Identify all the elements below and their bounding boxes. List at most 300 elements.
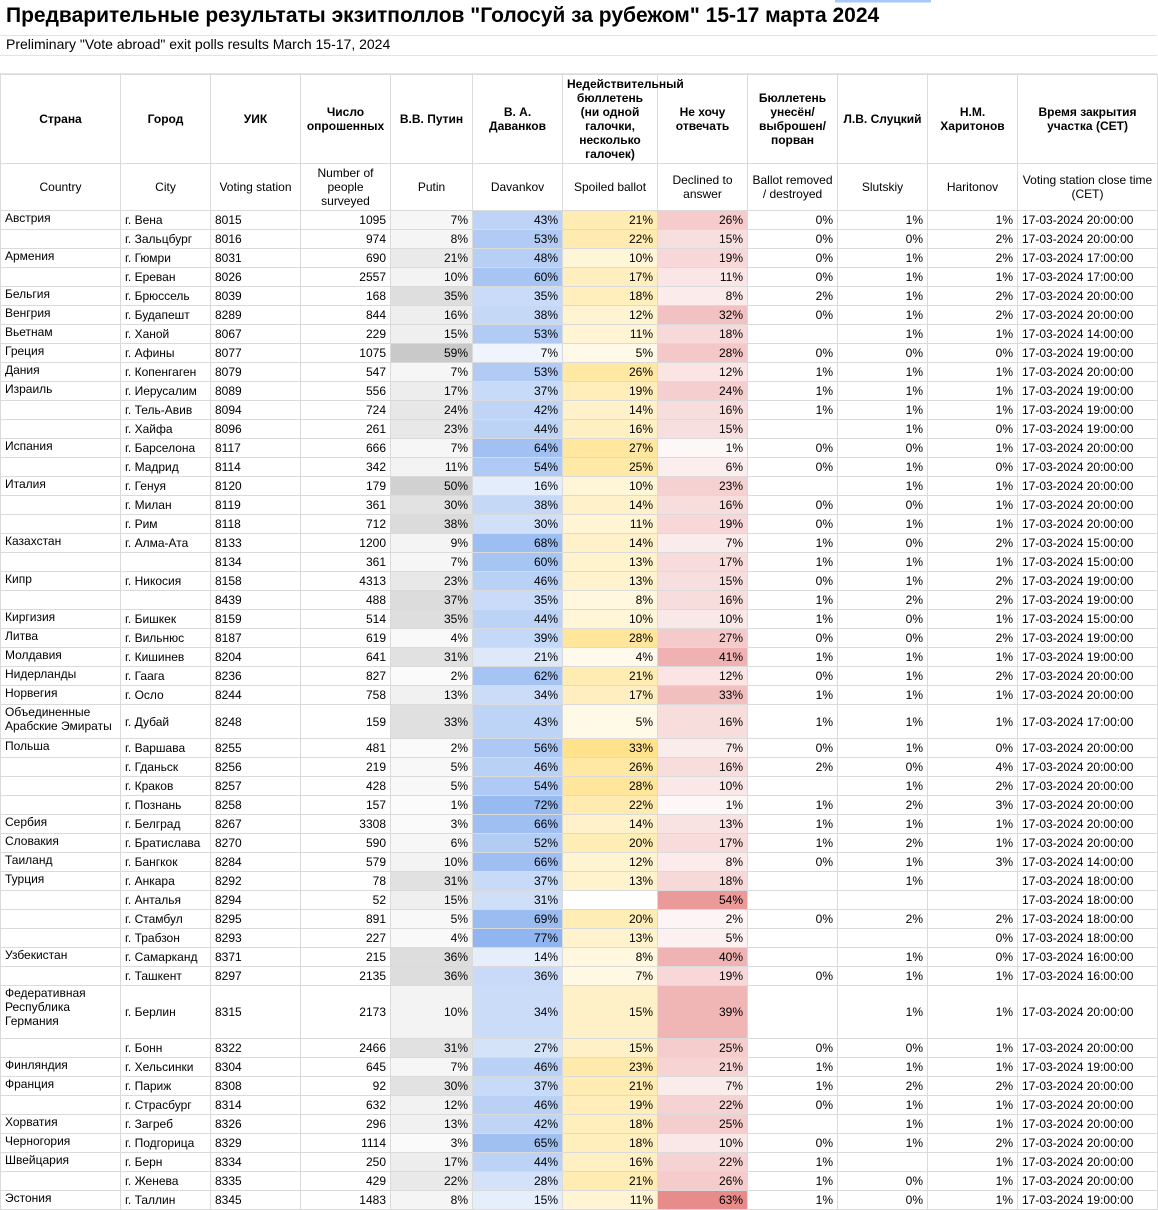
cell-country[interactable]: Бельгия	[1, 287, 121, 306]
cell-surveyed[interactable]: 219	[301, 758, 391, 777]
cell-haritonov[interactable]: 1%	[928, 1096, 1018, 1115]
cell-station[interactable]: 8293	[211, 929, 301, 948]
header-en-country[interactable]: Country	[1, 164, 121, 211]
cell-haritonov[interactable]: 2%	[928, 306, 1018, 325]
cell-station[interactable]: 8187	[211, 629, 301, 648]
cell-city[interactable]: г. Иерусалим	[121, 382, 211, 401]
cell-putin[interactable]: 7%	[391, 439, 473, 458]
cell-declined[interactable]: 26%	[658, 1172, 748, 1191]
cell-city[interactable]: г. Барселона	[121, 439, 211, 458]
cell-putin[interactable]: 7%	[391, 553, 473, 572]
cell-slutskiy[interactable]: 1%	[838, 515, 928, 534]
cell-removed[interactable]	[748, 477, 838, 496]
cell-closetime[interactable]: 17-03-2024 19:00:00	[1018, 401, 1158, 420]
cell-spoiled[interactable]: 13%	[563, 929, 658, 948]
cell-country[interactable]	[1, 401, 121, 420]
cell-country[interactable]	[1, 230, 121, 249]
cell-declined[interactable]: 7%	[658, 739, 748, 758]
cell-putin[interactable]: 31%	[391, 648, 473, 667]
cell-haritonov[interactable]: 1%	[928, 705, 1018, 739]
cell-davankov[interactable]: 64%	[473, 439, 563, 458]
cell-spoiled[interactable]: 13%	[563, 553, 658, 572]
cell-surveyed[interactable]: 52	[301, 891, 391, 910]
cell-haritonov[interactable]: 1%	[928, 1191, 1018, 1210]
cell-putin[interactable]: 21%	[391, 249, 473, 268]
cell-slutskiy[interactable]	[838, 1153, 928, 1172]
cell-declined[interactable]: 19%	[658, 249, 748, 268]
cell-declined[interactable]: 10%	[658, 777, 748, 796]
cell-station[interactable]: 8257	[211, 777, 301, 796]
cell-declined[interactable]: 15%	[658, 230, 748, 249]
cell-country[interactable]	[1, 515, 121, 534]
cell-removed[interactable]: 0%	[748, 667, 838, 686]
cell-haritonov[interactable]: 2%	[928, 629, 1018, 648]
cell-removed[interactable]: 0%	[748, 1134, 838, 1153]
cell-davankov[interactable]: 46%	[473, 1058, 563, 1077]
cell-city[interactable]: г. Берлин	[121, 986, 211, 1039]
cell-closetime[interactable]: 17-03-2024 20:00:00	[1018, 1153, 1158, 1172]
cell-station[interactable]: 8079	[211, 363, 301, 382]
cell-putin[interactable]: 59%	[391, 344, 473, 363]
cell-country[interactable]	[1, 758, 121, 777]
cell-closetime[interactable]: 17-03-2024 15:00:00	[1018, 534, 1158, 553]
cell-city[interactable]: г. Ханой	[121, 325, 211, 344]
cell-haritonov[interactable]: 2%	[928, 287, 1018, 306]
cell-station[interactable]: 8248	[211, 705, 301, 739]
cell-country[interactable]: Норвегия	[1, 686, 121, 705]
cell-slutskiy[interactable]: 0%	[838, 1039, 928, 1058]
cell-slutskiy[interactable]	[838, 929, 928, 948]
cell-putin[interactable]: 10%	[391, 986, 473, 1039]
cell-country[interactable]	[1, 268, 121, 287]
cell-removed[interactable]	[748, 872, 838, 891]
cell-haritonov[interactable]: 1%	[928, 401, 1018, 420]
cell-haritonov[interactable]: 2%	[928, 572, 1018, 591]
cell-city[interactable]: г. Бонн	[121, 1039, 211, 1058]
cell-closetime[interactable]: 17-03-2024 18:00:00	[1018, 910, 1158, 929]
cell-declined[interactable]: 22%	[658, 1153, 748, 1172]
cell-closetime[interactable]: 17-03-2024 20:00:00	[1018, 758, 1158, 777]
cell-davankov[interactable]: 66%	[473, 853, 563, 872]
cell-city[interactable]: г. Афины	[121, 344, 211, 363]
cell-closetime[interactable]: 17-03-2024 20:00:00	[1018, 363, 1158, 382]
cell-davankov[interactable]: 38%	[473, 496, 563, 515]
cell-station[interactable]: 8120	[211, 477, 301, 496]
cell-closetime[interactable]: 17-03-2024 20:00:00	[1018, 1172, 1158, 1191]
cell-davankov[interactable]: 42%	[473, 401, 563, 420]
cell-city[interactable]: г. Хайфа	[121, 420, 211, 439]
cell-removed[interactable]: 2%	[748, 287, 838, 306]
cell-davankov[interactable]: 35%	[473, 591, 563, 610]
cell-haritonov[interactable]: 1%	[928, 1153, 1018, 1172]
cell-spoiled[interactable]: 25%	[563, 458, 658, 477]
cell-country[interactable]	[1, 553, 121, 572]
cell-station[interactable]: 8031	[211, 249, 301, 268]
cell-davankov[interactable]: 43%	[473, 211, 563, 230]
cell-declined[interactable]: 17%	[658, 834, 748, 853]
cell-declined[interactable]: 7%	[658, 534, 748, 553]
cell-city[interactable]: г. Брюссель	[121, 287, 211, 306]
cell-station[interactable]: 8015	[211, 211, 301, 230]
cell-declined[interactable]: 15%	[658, 420, 748, 439]
cell-country[interactable]: Нидерланды	[1, 667, 121, 686]
cell-surveyed[interactable]: 579	[301, 853, 391, 872]
cell-city[interactable]: г. Вена	[121, 211, 211, 230]
cell-putin[interactable]: 35%	[391, 610, 473, 629]
cell-putin[interactable]: 36%	[391, 948, 473, 967]
cell-city[interactable]: г. Белград	[121, 815, 211, 834]
cell-spoiled[interactable]: 10%	[563, 249, 658, 268]
cell-surveyed[interactable]: 641	[301, 648, 391, 667]
cell-surveyed[interactable]: 92	[301, 1077, 391, 1096]
cell-city[interactable]: г. Трабзон	[121, 929, 211, 948]
cell-surveyed[interactable]: 3308	[301, 815, 391, 834]
cell-station[interactable]: 8297	[211, 967, 301, 986]
cell-city[interactable]: г. Никосия	[121, 572, 211, 591]
cell-station[interactable]: 8258	[211, 796, 301, 815]
cell-removed[interactable]: 0%	[748, 739, 838, 758]
cell-putin[interactable]: 4%	[391, 929, 473, 948]
cell-declined[interactable]: 11%	[658, 268, 748, 287]
cell-surveyed[interactable]: 619	[301, 629, 391, 648]
cell-removed[interactable]: 1%	[748, 1153, 838, 1172]
cell-spoiled[interactable]: 11%	[563, 325, 658, 344]
cell-surveyed[interactable]: 2173	[301, 986, 391, 1039]
cell-davankov[interactable]: 34%	[473, 686, 563, 705]
cell-station[interactable]: 8329	[211, 1134, 301, 1153]
cell-spoiled[interactable]: 33%	[563, 739, 658, 758]
cell-davankov[interactable]: 36%	[473, 967, 563, 986]
cell-spoiled[interactable]	[563, 891, 658, 910]
cell-surveyed[interactable]: 159	[301, 705, 391, 739]
cell-spoiled[interactable]: 4%	[563, 648, 658, 667]
cell-putin[interactable]: 11%	[391, 458, 473, 477]
cell-spoiled[interactable]: 21%	[563, 211, 658, 230]
cell-slutskiy[interactable]: 0%	[838, 1172, 928, 1191]
cell-closetime[interactable]: 17-03-2024 20:00:00	[1018, 458, 1158, 477]
cell-station[interactable]: 8371	[211, 948, 301, 967]
cell-declined[interactable]: 26%	[658, 211, 748, 230]
cell-removed[interactable]: 1%	[748, 553, 838, 572]
cell-slutskiy[interactable]: 1%	[838, 211, 928, 230]
cell-removed[interactable]: 0%	[748, 211, 838, 230]
cell-davankov[interactable]: 53%	[473, 363, 563, 382]
cell-closetime[interactable]: 17-03-2024 17:00:00	[1018, 268, 1158, 287]
cell-removed[interactable]: 1%	[748, 591, 838, 610]
cell-slutskiy[interactable]: 1%	[838, 686, 928, 705]
cell-surveyed[interactable]: 891	[301, 910, 391, 929]
cell-surveyed[interactable]: 974	[301, 230, 391, 249]
cell-surveyed[interactable]: 827	[301, 667, 391, 686]
cell-declined[interactable]: 8%	[658, 853, 748, 872]
cell-davankov[interactable]: 53%	[473, 325, 563, 344]
cell-slutskiy[interactable]: 1%	[838, 1096, 928, 1115]
cell-slutskiy[interactable]: 1%	[838, 853, 928, 872]
cell-closetime[interactable]: 17-03-2024 20:00:00	[1018, 667, 1158, 686]
cell-haritonov[interactable]: 2%	[928, 1077, 1018, 1096]
cell-city[interactable]: г. Хельсинки	[121, 1058, 211, 1077]
cell-slutskiy[interactable]: 1%	[838, 249, 928, 268]
cell-closetime[interactable]: 17-03-2024 19:00:00	[1018, 591, 1158, 610]
cell-country[interactable]	[1, 1172, 121, 1191]
cell-spoiled[interactable]: 23%	[563, 1058, 658, 1077]
cell-country[interactable]: Венгрия	[1, 306, 121, 325]
cell-surveyed[interactable]: 488	[301, 591, 391, 610]
cell-declined[interactable]: 18%	[658, 872, 748, 891]
cell-surveyed[interactable]: 428	[301, 777, 391, 796]
cell-country[interactable]: Турция	[1, 872, 121, 891]
cell-city[interactable]: г. Самарканд	[121, 948, 211, 967]
cell-declined[interactable]: 1%	[658, 439, 748, 458]
cell-closetime[interactable]: 17-03-2024 20:00:00	[1018, 815, 1158, 834]
cell-davankov[interactable]: 56%	[473, 739, 563, 758]
cell-country[interactable]: Швейцария	[1, 1153, 121, 1172]
cell-slutskiy[interactable]: 1%	[838, 1058, 928, 1077]
cell-spoiled[interactable]: 12%	[563, 853, 658, 872]
cell-closetime[interactable]: 17-03-2024 18:00:00	[1018, 929, 1158, 948]
cell-declined[interactable]: 1%	[658, 796, 748, 815]
cell-davankov[interactable]: 52%	[473, 834, 563, 853]
cell-putin[interactable]: 15%	[391, 325, 473, 344]
cell-putin[interactable]: 3%	[391, 815, 473, 834]
cell-surveyed[interactable]: 1200	[301, 534, 391, 553]
cell-slutskiy[interactable]: 1%	[838, 872, 928, 891]
cell-country[interactable]	[1, 891, 121, 910]
cell-spoiled[interactable]: 7%	[563, 967, 658, 986]
cell-surveyed[interactable]: 547	[301, 363, 391, 382]
cell-spoiled[interactable]: 14%	[563, 496, 658, 515]
cell-city[interactable]: г. Алма-Ата	[121, 534, 211, 553]
cell-haritonov[interactable]: 2%	[928, 230, 1018, 249]
cell-spoiled[interactable]: 5%	[563, 344, 658, 363]
cell-removed[interactable]: 0%	[748, 910, 838, 929]
header-en-putin[interactable]: Putin	[391, 164, 473, 211]
cell-surveyed[interactable]: 179	[301, 477, 391, 496]
cell-surveyed[interactable]: 724	[301, 401, 391, 420]
cell-station[interactable]: 8133	[211, 534, 301, 553]
cell-haritonov[interactable]: 2%	[928, 667, 1018, 686]
cell-station[interactable]: 8255	[211, 739, 301, 758]
cell-country[interactable]	[1, 967, 121, 986]
cell-country[interactable]: Черногория	[1, 1134, 121, 1153]
cell-city[interactable]: г. Мадрид	[121, 458, 211, 477]
cell-closetime[interactable]: 17-03-2024 20:00:00	[1018, 439, 1158, 458]
cell-removed[interactable]: 1%	[748, 686, 838, 705]
header-country[interactable]: Страна	[1, 75, 121, 164]
header-en-closetime[interactable]: Voting station close time (CET)	[1018, 164, 1158, 211]
cell-station[interactable]: 8314	[211, 1096, 301, 1115]
cell-removed[interactable]: 0%	[748, 853, 838, 872]
cell-city[interactable]: г. Гданьск	[121, 758, 211, 777]
cell-removed[interactable]: 1%	[748, 1058, 838, 1077]
cell-slutskiy[interactable]: 1%	[838, 815, 928, 834]
cell-spoiled[interactable]: 12%	[563, 306, 658, 325]
cell-haritonov[interactable]: 1%	[928, 610, 1018, 629]
cell-davankov[interactable]: 30%	[473, 515, 563, 534]
cell-haritonov[interactable]: 0%	[928, 948, 1018, 967]
cell-station[interactable]: 8094	[211, 401, 301, 420]
cell-putin[interactable]: 2%	[391, 667, 473, 686]
cell-surveyed[interactable]: 2135	[301, 967, 391, 986]
cell-slutskiy[interactable]: 0%	[838, 758, 928, 777]
cell-declined[interactable]: 32%	[658, 306, 748, 325]
cell-closetime[interactable]: 17-03-2024 16:00:00	[1018, 948, 1158, 967]
cell-slutskiy[interactable]: 1%	[838, 1115, 928, 1134]
cell-removed[interactable]: 1%	[748, 401, 838, 420]
cell-davankov[interactable]: 42%	[473, 1115, 563, 1134]
cell-davankov[interactable]: 46%	[473, 1096, 563, 1115]
cell-declined[interactable]: 22%	[658, 1096, 748, 1115]
cell-removed[interactable]: 1%	[748, 534, 838, 553]
cell-spoiled[interactable]: 22%	[563, 230, 658, 249]
cell-haritonov[interactable]: 2%	[928, 1134, 1018, 1153]
cell-station[interactable]: 8204	[211, 648, 301, 667]
cell-country[interactable]: Вьетнам	[1, 325, 121, 344]
cell-surveyed[interactable]: 1483	[301, 1191, 391, 1210]
cell-removed[interactable]	[748, 1115, 838, 1134]
cell-country[interactable]: Таиланд	[1, 853, 121, 872]
cell-closetime[interactable]: 17-03-2024 17:00:00	[1018, 249, 1158, 268]
cell-surveyed[interactable]: 361	[301, 496, 391, 515]
cell-removed[interactable]: 1%	[748, 705, 838, 739]
cell-declined[interactable]: 16%	[658, 401, 748, 420]
cell-city[interactable]: г. Анталья	[121, 891, 211, 910]
cell-station[interactable]: 8236	[211, 667, 301, 686]
cell-putin[interactable]: 9%	[391, 534, 473, 553]
cell-putin[interactable]: 15%	[391, 891, 473, 910]
cell-haritonov[interactable]: 2%	[928, 534, 1018, 553]
cell-closetime[interactable]: 17-03-2024 20:00:00	[1018, 1134, 1158, 1153]
cell-davankov[interactable]: 66%	[473, 815, 563, 834]
cell-declined[interactable]: 16%	[658, 705, 748, 739]
cell-surveyed[interactable]: 168	[301, 287, 391, 306]
cell-city[interactable]: г. Бишкек	[121, 610, 211, 629]
cell-spoiled[interactable]: 5%	[563, 705, 658, 739]
cell-station[interactable]: 8295	[211, 910, 301, 929]
cell-city[interactable]: г. Копенгаген	[121, 363, 211, 382]
cell-putin[interactable]: 13%	[391, 1115, 473, 1134]
cell-putin[interactable]: 17%	[391, 382, 473, 401]
cell-spoiled[interactable]: 18%	[563, 1115, 658, 1134]
cell-declined[interactable]: 54%	[658, 891, 748, 910]
header-en-davankov[interactable]: Davankov	[473, 164, 563, 211]
cell-putin[interactable]: 35%	[391, 287, 473, 306]
cell-slutskiy[interactable]: 1%	[838, 648, 928, 667]
cell-removed[interactable]	[748, 325, 838, 344]
cell-davankov[interactable]: 77%	[473, 929, 563, 948]
cell-spoiled[interactable]: 17%	[563, 268, 658, 287]
cell-haritonov[interactable]: 1%	[928, 325, 1018, 344]
cell-closetime[interactable]: 17-03-2024 17:00:00	[1018, 705, 1158, 739]
cell-closetime[interactable]: 17-03-2024 19:00:00	[1018, 344, 1158, 363]
cell-spoiled[interactable]: 20%	[563, 910, 658, 929]
cell-station[interactable]: 8308	[211, 1077, 301, 1096]
cell-putin[interactable]: 23%	[391, 572, 473, 591]
cell-spoiled[interactable]: 19%	[563, 382, 658, 401]
cell-davankov[interactable]: 15%	[473, 1191, 563, 1210]
cell-putin[interactable]: 36%	[391, 967, 473, 986]
cell-slutskiy[interactable]	[838, 891, 928, 910]
cell-slutskiy[interactable]: 1%	[838, 967, 928, 986]
header-en-city[interactable]: City	[121, 164, 211, 211]
cell-removed[interactable]: 0%	[748, 268, 838, 287]
cell-putin[interactable]: 5%	[391, 777, 473, 796]
cell-removed[interactable]: 0%	[748, 458, 838, 477]
cell-spoiled[interactable]: 16%	[563, 420, 658, 439]
cell-removed[interactable]: 0%	[748, 572, 838, 591]
cell-declined[interactable]: 15%	[658, 572, 748, 591]
cell-slutskiy[interactable]: 1%	[838, 458, 928, 477]
cell-declined[interactable]: 39%	[658, 986, 748, 1039]
cell-slutskiy[interactable]: 1%	[838, 363, 928, 382]
cell-city[interactable]: г. Подгорица	[121, 1134, 211, 1153]
cell-davankov[interactable]: 37%	[473, 1077, 563, 1096]
cell-spoiled[interactable]: 28%	[563, 777, 658, 796]
cell-closetime[interactable]: 17-03-2024 20:00:00	[1018, 1115, 1158, 1134]
cell-declined[interactable]: 25%	[658, 1039, 748, 1058]
cell-davankov[interactable]: 54%	[473, 777, 563, 796]
cell-declined[interactable]: 21%	[658, 1058, 748, 1077]
cell-haritonov[interactable]: 2%	[928, 910, 1018, 929]
cell-davankov[interactable]: 44%	[473, 1153, 563, 1172]
cell-slutskiy[interactable]: 1%	[838, 325, 928, 344]
cell-declined[interactable]: 23%	[658, 477, 748, 496]
header-davankov[interactable]: В. А. Даванков	[473, 75, 563, 164]
cell-slutskiy[interactable]: 1%	[838, 420, 928, 439]
cell-country[interactable]	[1, 796, 121, 815]
cell-declined[interactable]: 10%	[658, 1134, 748, 1153]
cell-closetime[interactable]: 17-03-2024 20:00:00	[1018, 1077, 1158, 1096]
cell-removed[interactable]: 0%	[748, 306, 838, 325]
header-closetime[interactable]: Время закрытия участка (CET)	[1018, 75, 1158, 164]
cell-station[interactable]: 8096	[211, 420, 301, 439]
cell-haritonov[interactable]: 1%	[928, 477, 1018, 496]
cell-removed[interactable]: 0%	[748, 344, 838, 363]
cell-city[interactable]: г. Осло	[121, 686, 211, 705]
cell-putin[interactable]: 30%	[391, 1077, 473, 1096]
cell-haritonov[interactable]: 1%	[928, 686, 1018, 705]
cell-putin[interactable]: 50%	[391, 477, 473, 496]
cell-country[interactable]: Греция	[1, 344, 121, 363]
cell-slutskiy[interactable]: 0%	[838, 534, 928, 553]
cell-haritonov[interactable]: 1%	[928, 382, 1018, 401]
cell-putin[interactable]: 7%	[391, 1058, 473, 1077]
cell-removed[interactable]: 0%	[748, 515, 838, 534]
cell-surveyed[interactable]: 261	[301, 420, 391, 439]
cell-removed[interactable]: 1%	[748, 363, 838, 382]
cell-surveyed[interactable]: 157	[301, 796, 391, 815]
cell-country[interactable]	[1, 591, 121, 610]
cell-station[interactable]: 8119	[211, 496, 301, 515]
cell-spoiled[interactable]: 8%	[563, 948, 658, 967]
header-en-surveyed[interactable]: Number of people surveyed	[301, 164, 391, 211]
cell-city[interactable]: г. Дубай	[121, 705, 211, 739]
cell-spoiled[interactable]: 11%	[563, 515, 658, 534]
cell-spoiled[interactable]: 26%	[563, 363, 658, 382]
cell-country[interactable]: Финляндия	[1, 1058, 121, 1077]
cell-city[interactable]: г. Стамбул	[121, 910, 211, 929]
cell-station[interactable]: 8039	[211, 287, 301, 306]
cell-putin[interactable]: 17%	[391, 1153, 473, 1172]
cell-davankov[interactable]: 46%	[473, 572, 563, 591]
cell-spoiled[interactable]: 21%	[563, 1077, 658, 1096]
cell-putin[interactable]: 8%	[391, 1191, 473, 1210]
cell-removed[interactable]: 1%	[748, 815, 838, 834]
cell-removed[interactable]: 1%	[748, 382, 838, 401]
cell-slutskiy[interactable]: 0%	[838, 439, 928, 458]
cell-spoiled[interactable]: 15%	[563, 986, 658, 1039]
cell-city[interactable]: г. Париж	[121, 1077, 211, 1096]
